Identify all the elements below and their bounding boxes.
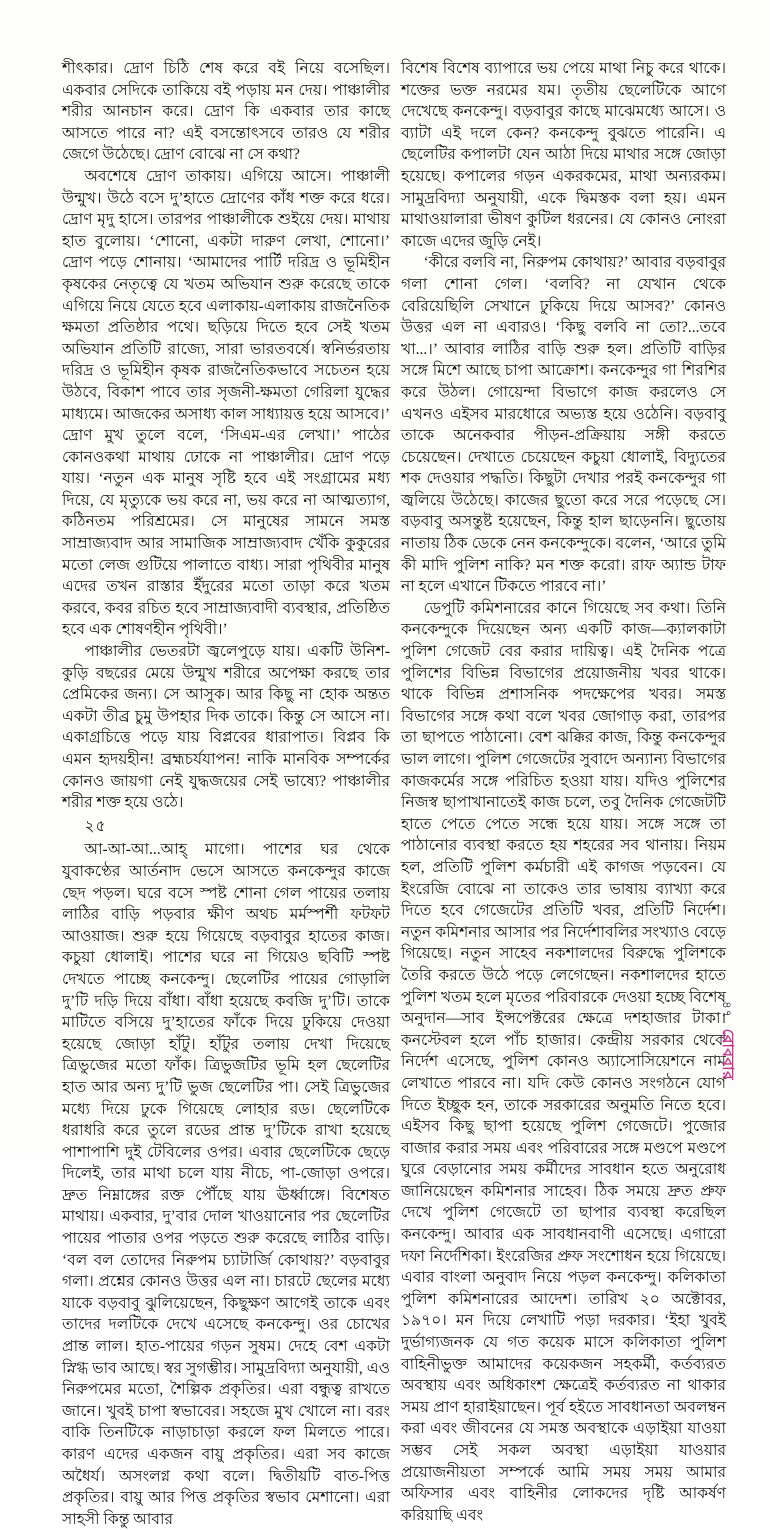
body-paragraph: অবশেষে দ্রোণ তাকায়। এগিয়ে আসে। পাঞ্চালী উন্মুখ। উঠে বসে দু’হাতে দ্রোণের কাঁধ শক্ত করে ধরে। দ্রোণ মৃদু হাসে। তারপর পাঞ্চালীকে শুইয়ে দেয়। মাথায় হাত বুলোয়। ‘শোনো, একটা দারুণ লেখা, শোনো।’ দ্রোণ পড়ে শোনায়। ‘আমাদের পার্টি দরিদ্র ও ভূমিহীন কৃষকের নেতৃত্বে যে খতম অভিযান শুরু করেছে তাকে এগিয়ে নিয়ে যেতে হবে এলাকায়-এলাকায় রাজনৈতিক ক্ষমতা প্রতিষ্ঠার পথে। ছড়িয়ে দিতে হবে সেই খতম অভিযান প্রতিটি রাজ্যে, সারা ভারতবর্ষে। স্বনির্ভরতায় দরিদ্র ও ভূমিহীন কৃষক রাজনৈতিকভাবে সচেতন হয়ে উঠবে, বিকাশ পাবে তার সৃজনী-ক্ষমতা গেরিলা যুদ্ধের মাধ্যমে। আজকের অসাধ্য কাল সাধ্যায়ত্ত হয়ে আসবে।’ দ্রোণ মুখ তুলে বলে, ‘সিএম-এর লেখা।’ পাঠের কোনওকথা মাথায় ঢোকে না পাঞ্চালীর। দ্রোণ পড়ে যায়। ‘নতুন এক মানুষ সৃষ্টি হবে এই সংগ্রামের মধ্য দিয়ে, যে মৃত্যুকে ভয় করে না, ভয় করে না আত্মত্যাগ, কঠিনতম পরিশ্রমের। সে মানুষের সামনে সমস্ত সাম্রাজ্যবাদ আর সামাজিক সাম্রাজ্যবাদ খেঁকি কুকুরের মতো লেজ গুটিয়ে পালাতে বাধ্য। সারা পৃথিবীর মানুষ এদের তখন রাস্তার ইঁদুরের মতো তাড়া করে খতম করবে, কবর রচিত হবে সাম্রাজ্যবাদী ব্যবস্থার, প্রতিষ্ঠিত হবে এক শোষণহীন পৃথিবী।’ xyxy=(62,167,390,639)
body-paragraph: বিশেষ বিশেষ ব্যাপারে ভয় পেয়ে মাথা নিচু করে থাকে। শক্তের ভক্ত নরমের যম। তৃতীয় ছেলেটিকে আগে দেখেছে কনকেন্দু। বড়বাবুর কাছে মাঝেমধ্যে আসে। ও ব্যাটা এই দলে কেন? কনকেন্দু বুঝতে পারেনি। এ ছেলেটির কপালটা যেন আঠা দিয়ে মাথার সঙ্গে জোড়া হয়েছে। কপালের গড়ন একরকমের, মাথা অন্যরকম। সামুদ্রবিদ্যা অনুযায়ী, একে দ্বিমস্তক বলা হয়। এমন মাথাওয়ালারা ভীষণ কুটিল ধরনের। যে কোনও নোংরা কাজে এদের জুড়ি নেই। xyxy=(401,60,726,250)
body-paragraph: ‘কীরে বলবি না, নিরুপম কোথায়?’ আবার বড়বাবুর গলা শোনা গেল। ‘বলবি? না যেখান থেকে বেরিয়েছিলি সেখানে ঢুকিয়ে দিয়ে আসব?’ কোনও উত্তর এল না এবারও। ‘কিছু বলবি না তো?...তবে খা...।’ আবার লাঠির বাড়ি শুরু হল। প্রতিটি বাড়ির সঙ্গে মিশে আছে চাপা আক্রোশ। কনকেন্দুর গা শিরশির করে উঠল। গোয়েন্দা বিভাগে কাজ করলেও সে এখনও এইসব মারধোরে অভ্যস্ত হয়ে ওঠেনি। বড়বাবু তাকে অনেকবার পীড়ন-প্রক্রিয়ায় সঙ্গী করতে চেয়েছেন। দেখাতে চেয়েছেন কচুয়া ধোলাই, বিদ্যুতের শক দেওয়ার পদ্ধতি। কিছুটা দেখার পরই কনকেন্দুর গা জ্বলিয়ে উঠেছে। কাজের ছুতো করে সরে পড়েছে সে। বড়বাবু অসন্তুষ্ট হয়েছেন, কিন্তু হাল ছাড়েননি। ছুতোয় নাতায় ঠিক ডেকে নেন কনকেন্দুকে। বলেন, ‘আরে তুমি কী মাদি পুলিশ নাকি? মন শক্ত করো। রাফ অ্যান্ড টাফ না হলে এখানে টিকতে পারবে না।’ xyxy=(401,254,726,596)
body-paragraph: পাঞ্চালীর ভেতরটা জ্বলেপুড়ে যায়। একটি উনিশ-কুড়ি বছরের মেয়ে উন্মুখ শরীরে অপেক্ষা করছে তার প্রেমিকের জন্য। সে আসুক। আর কিছু না হোক অন্তত একটা তীব্র চুমু উপহার দিক তাকে। কিন্তু সে আসে না। একাগ্রচিত্তে পড়ে যায় বিপ্লবের ধারাপাত। বিপ্লব কি এমন হৃদয়হীন! ব্রহ্মচর্যযাপন! নাকি মানবিক সম্পর্কের কোনও জায়গা নেই যুদ্ধজয়ের সেই ভাষ্যে? পাঞ্চালীর শরীর শক্ত হয়ে ওঠে। xyxy=(62,643,390,812)
right-column xyxy=(401,58,726,1530)
page-footer-vertical xyxy=(718,1001,736,1080)
body-paragraph: শীৎকার। দ্রোণ চিঠি শেষ করে বই নিয়ে বসেছিল। একবার সেদিকে তাকিয়ে বই পড়ায় মন দেয়। পাঞ্চালীর শরীর আনচান করে। দ্রোণ কি একবার তার কাছে আসতে পারে না? এই বসন্তোৎসবে তারও যে শরীর জেগে উঠেছে। দ্রোণ বোঝে না সে কথা? xyxy=(62,60,390,164)
body-paragraph: আ-আ-আ...আহ্‌ মাগো। পাশের ঘর থেকে যুবাকণ্ঠের আর্তনাদ ভেসে আসতে কনকেন্দুর কাজে ছেদ পড়ল। ঘরে বসে স্পষ্ট শোনা গেল পায়ের তলায় লাঠির বাড়ি পড়বার ক্ষীণ অথচ মর্মস্পর্শী ফটফট আওয়াজ। শুরু হয়ে গিয়েছে বড়বাবুর হাতের কাজ। কচুয়া ধোলাই। পাশের ঘরে না গিয়েও ছবিটি স্পষ্ট দেখতে পাচ্ছে কনকেন্দু। ছেলেটির পায়ের গোড়ালি দু’টি দড়ি দিয়ে বাঁধা। বাঁধা হয়েছে কবজি দু’টি। তাকে মাটিতে বসিয়ে দু’হাতের ফাঁকে দিয়ে ঢুকিয়ে দেওয়া হয়েছে জোড়া হাঁটু। হাঁটুর তলায় দেখা দিয়েছে ত্রিভুজের মতো ফাঁক। ত্রিভুজটির ভূমি হল ছেলেটির হাত আর অন্য দু’টি ভুজ ছেলেটির পা। সেই ত্রিভুজের মধ্যে দিয়ে ঢুকে গিয়েছে লোহার রড। ছেলেটিকে ধরাধরি করে তুলে রডের প্রান্ত দু’টিকে রাখা হয়েছে পাশাপাশি দুই টেবিলের ওপর। এবার ছেলেটিকে ছেড়ে দিলেই, তার মাথা চলে যায় নীচে, পা-জোড়া ওপরে। দ্রুত নিম্নাঙ্গের রক্ত পৌঁছে যায় ঊর্ধ্বাঙ্গে। বিশেষত মাথায়। একবার, দু’বার দোল খাওয়ানোর পর ছেলেটির পায়ের পাতার ওপর পড়তে শুরু করেছে লাঠির বাড়ি। ‘বল বল তোদের নিরুপম চ্যাটার্জি কোথায়?’ বড়বাবুর গলা। প্রশ্নের কোনও উত্তর এল না। চারটে ছেলের মধ্যে যাকে বড়বাবু ঝুলিয়েছেন, কিছুক্ষণ আগেই তাকে এবং তাদের দলটিকে দেখে এসেছে কনকেন্দু। ওর চোখের প্রান্ত লাল। হাত-পায়ের গড়ন সুষম। দেহে বেশ একটা স্নিগ্ধ ভাব আছে। স্বর সুগম্ভীর। সামুদ্রবিদ্যা অনুযায়ী, এও নিরুপমের মতো, শৈল্পিক প্রকৃতির। এরা বন্ধুত্ব রাখতে জানে। খুবই চাপা স্বভাবের। সহজে মুখ খোলে না। বরং বাকি তিনটিকে নাড়াচাড়া করলে ফল মিলতে পারে। কারণ এদের একজন বায়ু প্রকৃতির। এরা সব কাজে অধৈর্য। অসংলগ্ন কথা বলে। দ্বিতীয়টি বাত-পিত্ত প্রকৃতির। বায়ু আর পিত্ত প্রকৃতির স্বভাব মেশানো। এরা সাহসী কিন্তু আবার xyxy=(62,841,390,1528)
magazine-name: রোববার xyxy=(719,1028,736,1081)
body-paragraph: ডেপুটি কমিশনারের কানে গিয়েছে সব কথা। তিনি কনকেন্দুকে দিয়েছেন অন্য একটি কাজ—ক্যালকাটা পুলিশ গেজেট বের করার দায়িত্ব। এই দৈনিক পত্রে পুলিশের বিভিন্ন বিভাগের প্রয়োজনীয় খবর থাকে। থাকে বিভিন্ন প্রশাসনিক পদক্ষেপের খবর। সমস্ত বিভাগের সঙ্গে কথা বলে খবর জোগাড় করা, তারপর তা ছাপতে পাঠানো। বেশ ঝক্কির কাজ, কিন্তু কনকেন্দুর ভাল লাগে। পুলিশ গেজেটের সুবাদে অন্যান্য বিভাগের কাজকর্মের সঙ্গে পরিচিত হওয়া যায়। যদিও পুলিশের নিজস্ব ছাপাখানাতেই কাজ চলে, তবু দৈনিক গেজেটটি হাতে পেতে পেতে সন্ধে হয়ে যায়। সঙ্গে সঙ্গে তা পাঠানোর ব্যবস্থা করতে হয় শহরের সব থানায়। নিয়ম হল, প্রতিটি পুলিশ কর্মচারী এই কাগজ পড়বেন। যে ইংরেজি বোঝে না তাকেও তার ভাষায় ব্যাখ্যা করে দিতে হবে গেজেটের প্রতিটি খবর, প্রতিটি নির্দেশ। নতুন কমিশনার আসার পর নির্দেশাবলির সংখ্যাও বেড়ে গিয়েছে। নতুন সাহেব নকশালদের বিরুদ্ধে পুলিশকে তৈরি করতে উঠে পড়ে লেগেছেন। নকশালদের হাতে পুলিশ খতম হলে মৃতের পরিবারকে দেওয়া হচ্ছে বিশেষ অনুদান—সাব ইন্সপেক্টরের ক্ষেত্রে দশহাজার টাকা। কনস্টেবল হলে পাঁচ হাজার। কেন্দ্রীয় সরকার থেকে নির্দেশ এসেছে, পুলিশ কোনও অ্যাসোসিয়েশনে নাম লেখাতে পারবে না। যদি কেউ কোনও সংগঠনে যোগ দিতে ইচ্ছুক হন, তাকে সরকারের অনুমতি নিতে হবে। এইসব কিছু ছাপা হয়েছে পুলিশ গেজেটে। পুজোর বাজার করার সময় এবং পরিবারের সঙ্গে মণ্ডপে মণ্ডপে ঘুরে বেড়ানোর সময় কর্মীদের সাবধান হতে অনুরোধ জানিয়েছেন কমিশনার সাহেব। ঠিক সময়ে দ্রুত প্রুফ দেখে পুলিশ গেজেটে তা ছাপার ব্যবস্থা করেছিল কনকেন্দু। আবার এক সাবধানবাণী এসেছে। এগারো দফা নির্দেশিকা। ইংরেজির প্রুফ সংশোধন হয়ে গিয়েছে। এবার বাংলা অনুবাদ নিয়ে পড়ল কনকেন্দু। কলিকাতা পুলিশ কমিশনারের আদেশ। তারিখ ২০ অক্টোবর, ১৯৭০। মন দিয়ে লেখাটি পড়া দরকার। ‘ইহা খুবই দুর্ভাগ্যজনক যে গত কয়েক মাসে কলিকাতা পুলিশ বাহিনীভুক্ত আমাদের কয়েকজন সহকর্মী, কর্তব্যরত অবস্থায় এবং অধিকাংশ ক্ষেত্রেই কর্তব্যরত না থাকার সময় প্রাণ হারাইয়াছেন। পূর্ব হইতে সাবধানতা অবলম্বন করা এবং জীবনের যে সমস্ত অবস্থাকে এড়াইয়া যাওয়া সম্ভব সেই সকল অবস্থা এড়াইয়া যাওয়ার প্রয়োজনীয়তা সম্পর্কে আমি সময় সময় আমার অফিসার এবং বাহিনীর লোকদের দৃষ্টি আকর্ষণ করিয়াছি এবং xyxy=(401,599,726,1524)
section-number: ২৫ xyxy=(84,817,107,835)
left-column xyxy=(62,58,390,1530)
text-columns xyxy=(62,58,726,1530)
page-number: ৪৭ xyxy=(720,1001,734,1019)
